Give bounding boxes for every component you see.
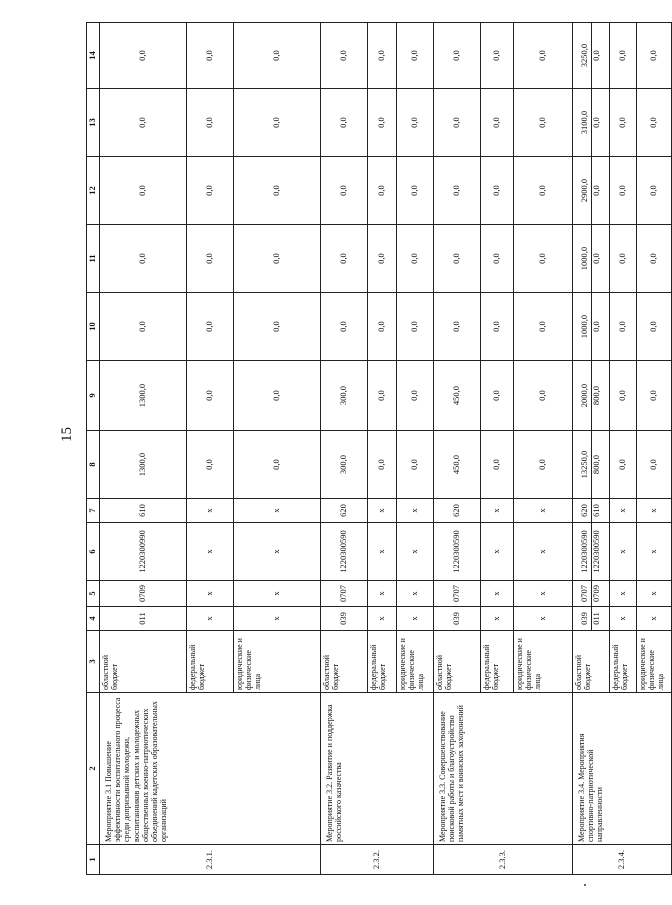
expense-type: x bbox=[637, 499, 672, 523]
amount-cell: 0,0 bbox=[610, 157, 637, 225]
amount-cell: 0,0 bbox=[434, 293, 481, 361]
expense-type: x bbox=[368, 499, 397, 523]
column-number: 11 bbox=[87, 225, 100, 293]
amount-cell: 0,0 bbox=[610, 89, 637, 157]
amount-cell: 0,0 bbox=[637, 225, 672, 293]
amount-cell: 0,0 bbox=[610, 225, 637, 293]
budget-table bbox=[86, 22, 672, 875]
amount-cell: 0,0 bbox=[481, 157, 514, 225]
column-number: 2 bbox=[87, 693, 100, 845]
expense-type: x bbox=[514, 499, 573, 523]
admin-code: x bbox=[187, 607, 234, 631]
funding-source: федеральный бюджет bbox=[610, 631, 637, 693]
item-number: 2.3.1. bbox=[100, 845, 321, 875]
expense-type: x bbox=[187, 499, 234, 523]
column-number: 4 bbox=[87, 607, 100, 631]
amount-cell: 0,0 bbox=[481, 23, 514, 89]
amount-cell: 0,0 bbox=[321, 23, 368, 89]
expense-type bbox=[573, 499, 610, 523]
section-code: x bbox=[368, 581, 397, 607]
amount-cell: 0,0 bbox=[187, 225, 234, 293]
admin-code: x bbox=[234, 607, 321, 631]
admin-code: x bbox=[610, 607, 637, 631]
amount-cell: 0,0 bbox=[187, 23, 234, 89]
amount-cell bbox=[573, 157, 610, 225]
amount-cell: 0,0 bbox=[234, 157, 321, 225]
rotated-table-frame bbox=[86, 23, 666, 875]
amount-line: 0,0 bbox=[591, 117, 601, 128]
admin-code-line: 011 bbox=[591, 612, 601, 625]
amount-line: 3250,0 bbox=[580, 23, 592, 88]
amount-cell: 0,0 bbox=[321, 225, 368, 293]
expense-type: x bbox=[234, 499, 321, 523]
amount-cell: 0,0 bbox=[514, 89, 573, 157]
amount-cell: 0,0 bbox=[481, 89, 514, 157]
admin-code: x bbox=[637, 607, 672, 631]
amount-cell: 0,0 bbox=[637, 431, 672, 499]
amount-cell: 1300,0 bbox=[100, 431, 187, 499]
section-code: x bbox=[481, 581, 514, 607]
amount-cell: 0,0 bbox=[100, 293, 187, 361]
admin-code: 039 bbox=[434, 607, 481, 631]
amount-cell: 0,0 bbox=[368, 157, 397, 225]
amount-cell: 0,0 bbox=[321, 157, 368, 225]
expense-type: 620 bbox=[321, 499, 368, 523]
stray-mark bbox=[584, 884, 586, 886]
amount-cell: 0,0 bbox=[514, 293, 573, 361]
amount-cell: 0,0 bbox=[234, 23, 321, 89]
amount-cell: 0,0 bbox=[397, 157, 434, 225]
amount-cell: 0,0 bbox=[434, 225, 481, 293]
column-number: 5 bbox=[87, 581, 100, 607]
section-code bbox=[573, 581, 610, 607]
amount-line: 0,0 bbox=[591, 50, 601, 61]
amount-cell: 0,0 bbox=[397, 361, 434, 431]
amount-cell: 0,0 bbox=[187, 89, 234, 157]
section-code: x bbox=[514, 581, 573, 607]
column-number: 12 bbox=[87, 157, 100, 225]
amount-cell: 0,0 bbox=[397, 225, 434, 293]
section-code: x bbox=[234, 581, 321, 607]
table-row bbox=[434, 23, 481, 875]
amount-cell: 0,0 bbox=[187, 157, 234, 225]
column-number: 3 bbox=[87, 631, 100, 693]
amount-cell: 0,0 bbox=[514, 431, 573, 499]
amount-cell: 0,0 bbox=[637, 293, 672, 361]
admin-code-line: 039 bbox=[580, 607, 592, 630]
column-number: 10 bbox=[87, 293, 100, 361]
amount-cell: 0,0 bbox=[637, 157, 672, 225]
expense-type: x bbox=[610, 499, 637, 523]
column-number: 7 bbox=[87, 499, 100, 523]
funding-source: федеральный бюджет bbox=[187, 631, 234, 693]
amount-cell: 0,0 bbox=[481, 293, 514, 361]
target-article: x bbox=[481, 523, 514, 581]
amount-cell: 0,0 bbox=[187, 293, 234, 361]
amount-cell: 0,0 bbox=[100, 23, 187, 89]
amount-cell: 300,0 bbox=[321, 361, 368, 431]
amount-cell bbox=[573, 89, 610, 157]
section-code: x bbox=[397, 581, 434, 607]
target-article: x bbox=[187, 523, 234, 581]
amount-cell: 0,0 bbox=[610, 23, 637, 89]
amount-cell: 1300,0 bbox=[100, 361, 187, 431]
amount-line: 2000,0 bbox=[580, 361, 592, 430]
section-code: 0707 bbox=[434, 581, 481, 607]
expense-type-line: 610 bbox=[591, 504, 601, 517]
target-article bbox=[573, 523, 610, 581]
table-row bbox=[100, 23, 187, 875]
funding-source: юридические и физические лица bbox=[234, 631, 321, 693]
admin-code: x bbox=[514, 607, 573, 631]
target-article: x bbox=[637, 523, 672, 581]
amount-cell: 450,0 bbox=[434, 431, 481, 499]
target-article-line: 1220300590 bbox=[580, 523, 592, 580]
amount-cell: 0,0 bbox=[637, 23, 672, 89]
amount-line: 2900,0 bbox=[580, 157, 592, 224]
funding-source: юридические и физические лица bbox=[514, 631, 573, 693]
column-number: 6 bbox=[87, 523, 100, 581]
funding-source: областной бюджет bbox=[321, 631, 368, 693]
admin-code: x bbox=[397, 607, 434, 631]
section-code: 0709 bbox=[100, 581, 187, 607]
item-number: 2.3.3. bbox=[434, 845, 573, 875]
expense-type: x bbox=[481, 499, 514, 523]
funding-source: областной бюджет bbox=[100, 631, 187, 693]
amount-cell: 0,0 bbox=[187, 431, 234, 499]
table-row bbox=[573, 23, 610, 875]
amount-cell: 0,0 bbox=[368, 431, 397, 499]
expense-type: 610 bbox=[100, 499, 187, 523]
amount-line: 1000,0 bbox=[580, 293, 592, 360]
measure-name: Мероприятие 3.4. Мероприятия спортивно-патриотической направленности bbox=[573, 693, 672, 845]
measure-name: Мероприятие 3.3. Совершенствование поисковой работы и благоустройство памятных мест и воинских захоронений bbox=[434, 693, 573, 845]
admin-code: 039 bbox=[321, 607, 368, 631]
amount-cell: 0,0 bbox=[637, 361, 672, 431]
funding-source: федеральный бюджет bbox=[368, 631, 397, 693]
section-code: x bbox=[187, 581, 234, 607]
amount-cell: 0,0 bbox=[397, 431, 434, 499]
amount-cell: 0,0 bbox=[321, 89, 368, 157]
amount-cell: 0,0 bbox=[481, 431, 514, 499]
measure-name: Мероприятие 3.1 Повышение эффективности воспитательного процесса среди допризывной молодежи, воспитанников детских и молодежных общественных военно-патриотических объединений кадетских образовательных организаций bbox=[100, 693, 321, 845]
amount-cell: 0,0 bbox=[514, 225, 573, 293]
target-article: 1220300590 bbox=[321, 523, 368, 581]
funding-source: федеральный бюджет bbox=[481, 631, 514, 693]
amount-cell: 0,0 bbox=[610, 293, 637, 361]
amount-cell bbox=[573, 431, 610, 499]
section-code: x bbox=[637, 581, 672, 607]
amount-cell: 0,0 bbox=[100, 157, 187, 225]
amount-cell: 0,0 bbox=[368, 225, 397, 293]
table-row bbox=[321, 23, 368, 875]
amount-cell: 0,0 bbox=[234, 431, 321, 499]
amount-cell bbox=[573, 361, 610, 431]
amount-cell: 300,0 bbox=[321, 431, 368, 499]
amount-cell: 0,0 bbox=[100, 225, 187, 293]
amount-cell: 0,0 bbox=[610, 361, 637, 431]
section-code: x bbox=[610, 581, 637, 607]
amount-cell: 0,0 bbox=[397, 23, 434, 89]
amount-cell: 0,0 bbox=[234, 361, 321, 431]
amount-cell: 0,0 bbox=[397, 89, 434, 157]
amount-cell: 0,0 bbox=[637, 89, 672, 157]
amount-cell: 0,0 bbox=[368, 23, 397, 89]
section-code-line: 0707 bbox=[580, 581, 592, 606]
amount-cell: 0,0 bbox=[434, 23, 481, 89]
target-article: 1220300590 bbox=[434, 523, 481, 581]
target-article: x bbox=[514, 523, 573, 581]
funding-source: юридические и физические лица bbox=[637, 631, 672, 693]
expense-type-line: 620 bbox=[580, 499, 592, 522]
item-number: 2.3.4. bbox=[573, 845, 672, 875]
amount-line: 800,0 bbox=[591, 454, 601, 475]
amount-cell: 0,0 bbox=[234, 89, 321, 157]
amount-cell: 0,0 bbox=[434, 89, 481, 157]
target-article: x bbox=[234, 523, 321, 581]
target-article-line: 1220300590 bbox=[591, 530, 601, 573]
amount-line: 0,0 bbox=[591, 321, 601, 332]
amount-line: 800,0 bbox=[591, 385, 601, 406]
amount-cell: 450,0 bbox=[434, 361, 481, 431]
amount-cell: 0,0 bbox=[100, 89, 187, 157]
amount-cell: 0,0 bbox=[187, 361, 234, 431]
expense-type: 620 bbox=[434, 499, 481, 523]
header-row bbox=[87, 23, 100, 875]
funding-source: юридические и физические лица bbox=[397, 631, 434, 693]
target-article: x bbox=[368, 523, 397, 581]
amount-cell: 0,0 bbox=[368, 361, 397, 431]
amount-cell: 0,0 bbox=[397, 293, 434, 361]
amount-line: 13250,0 bbox=[580, 431, 592, 498]
expense-type: x bbox=[397, 499, 434, 523]
page-number: 15 bbox=[59, 427, 75, 442]
target-article: x bbox=[397, 523, 434, 581]
admin-code bbox=[573, 607, 610, 631]
amount-cell: 0,0 bbox=[481, 361, 514, 431]
section-code: 0707 bbox=[321, 581, 368, 607]
amount-cell: 0,0 bbox=[368, 89, 397, 157]
amount-cell bbox=[573, 293, 610, 361]
amount-cell bbox=[573, 225, 610, 293]
target-article: x bbox=[610, 523, 637, 581]
amount-cell: 0,0 bbox=[321, 293, 368, 361]
amount-line: 0,0 bbox=[591, 253, 601, 264]
amount-line: 1000,0 bbox=[580, 225, 592, 292]
admin-code: x bbox=[481, 607, 514, 631]
amount-cell: 0,0 bbox=[434, 157, 481, 225]
column-number: 14 bbox=[87, 23, 100, 89]
column-number: 13 bbox=[87, 89, 100, 157]
amount-line: 0,0 bbox=[591, 185, 601, 196]
admin-code: x bbox=[368, 607, 397, 631]
column-number: 9 bbox=[87, 361, 100, 431]
target-article: 1220300990 bbox=[100, 523, 187, 581]
funding-source: областной бюджет bbox=[434, 631, 481, 693]
amount-cell: 0,0 bbox=[481, 225, 514, 293]
column-number: 8 bbox=[87, 431, 100, 499]
measure-name: Мероприятие 3.2. Развитие и поддержка российского казачества bbox=[321, 693, 434, 845]
funding-source: областной бюджет bbox=[573, 631, 610, 693]
amount-cell: 0,0 bbox=[234, 225, 321, 293]
section-code-line: 0709 bbox=[591, 585, 601, 602]
item-number: 2.3.2. bbox=[321, 845, 434, 875]
amount-line: 3100,0 bbox=[580, 89, 592, 156]
amount-cell: 0,0 bbox=[514, 361, 573, 431]
column-number: 1 bbox=[87, 845, 100, 875]
amount-cell: 0,0 bbox=[610, 431, 637, 499]
admin-code: 011 bbox=[100, 607, 187, 631]
amount-cell: 0,0 bbox=[514, 23, 573, 89]
amount-cell: 0,0 bbox=[368, 293, 397, 361]
amount-cell bbox=[573, 23, 610, 89]
amount-cell: 0,0 bbox=[514, 157, 573, 225]
amount-cell: 0,0 bbox=[234, 293, 321, 361]
